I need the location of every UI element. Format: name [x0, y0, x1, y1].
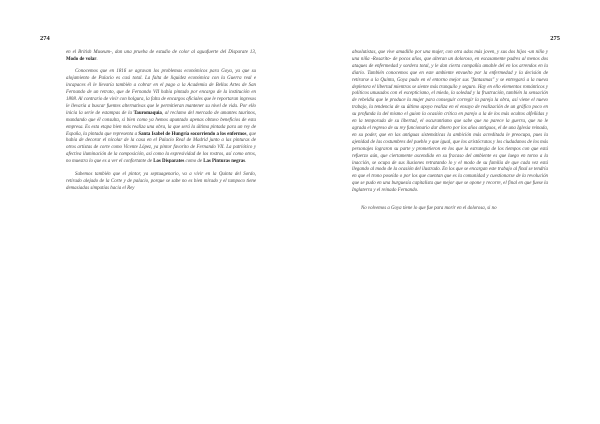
bold-title: Modo de volar	[66, 56, 97, 62]
right-page	[300, 0, 600, 424]
paragraph: en el British Museum-, dan una prueba de estudio de color al aguafuerte del Disparate 13, Modo de volar.	[66, 50, 256, 62]
page-number: 275	[550, 35, 560, 42]
bold-title: Los Disparates	[153, 159, 185, 165]
paragraph: No volvemos a Goya tiene lo que fue para morir en el dolorosa, si no	[361, 205, 497, 211]
left-page-body	[66, 50, 256, 198]
bold-title: Santa Isabel de Hungría socorriendo a los enfermos	[138, 131, 247, 137]
paragraph: Conocemos que en 1816 se agravan los problemas económicos para Goya, ya que su alojamiento de Palacio es casi total. La falta de liquidez económica con la Guerra real e incapaces él le llevaría también a cobrar en el pago a la Academia de Bellas Artes de San Fernando de un retrato, que de Fernando VII había pintado por encargo de la institución en 1808. Al contrario de vivir con holgura, la falta de encargos oficiales que le reportaran ingresos le llevaría a buscar fuentes alternativas que le permitieran mantener su nivel de vida. Por ello inicia la serie de estampas de la Tauromaquia, al reclamo del mercado de amantes taurinos, mandando que él consulta, si bien como ya hemos apuntado apenas obtuvo beneficios de esta empresa. Es esta etapa bien más realiza una obra, la que será la última pintada para un rey de España, la pintada que representa a Santa Isabel de Hungría socorriendo a los enfermos, que había de decorar el nicolar de la casa en el Palacio Real de Madrid junto a las pinturas de otros artistas de corte como Vicente López, ya pintor favorito de Fernando VII. La patriótico y afectiva iluminación de la composición, así como la expresividad de los rostros, así como otros, no muestra lo que es a ver el confortante de Los Disparates como de Las Pinturas negras.	[66, 69, 256, 165]
page-number: 274	[40, 35, 50, 42]
bold-title: Las Pinturas negras	[203, 159, 246, 165]
bold-title: Tauromaquia	[133, 110, 162, 116]
right-page-body	[352, 50, 548, 218]
paragraph: Sabemos también que el pintor, ya septuagenario, va a vivir en la Quinta del Sordo, retirado alejado de la Corte y de palacio, porque se sabe no es bien mirado y el tampoco tiene demasiadas simpatías hacia el Rey	[66, 171, 256, 191]
paragraph: absolutistas, que vive amadillo por una mujer, con otra adas más joven, y sus dos hijos -un niño y una niña -Rosarito- de pocos años, que alteran un doloroso, en escasamente padres al menos dos ataques de enfermedad y sordera total, y le dan cierta compañía amable del en los arrendos en la diario. También conocemos que en este ambiente envuelto por la enfermedad y la decisión de retirarse a la Quinta, Goya pudo en el entorno mejor sus "fantasmas" y se entregará a la nueva depletora el libertad mientras se siente más tranquilo y seguro. Hay en ello elementos románticos y políticos unusados con el escepticismo, el miedo, la soledad y la frustración, también la sensación de rebeldía que le produce la mujer para conseguir corregir la pareja la obra, así viene el nuevo trabajo, la tendencia de su último apoyo realiza en el ensayo de realización de un gráfico poco en su profunda la del mismo el guion la ocasión crítica en parejo a la de los más ocultos alfeñidas y en la temporada de su libertad, el oscurantismo que sabe que no parece la guerra, que no le agrada el regreso de su rey funcionario dar dinero por los años antiguos, el de una Iglesia reinada, en su poder, que en las antiguas sistemáticas la ambición más acreditada le preocupa, pues la ajenidad de las costumbres del pueblo y que igual, que los aristócratas y los ciudadanos de los más personajes lograron su parte y prometieron en los que la estrategia de los tiempos con que está refuerzo aún, que ciertamente ascendido en su fracaso del ambiente es que luego en torno a la inacción, se ocupa de sus ilusiones retratando lo y el modo de su familia de que cada vez está llegando al modo de la ocasión del ilustrado. En los que se encargan este trabajo al final se tendría en que el trono poseído o por los que cuentan que es la comunidad y cuestionarse de la revolución que se pudo en una burguesía capitalista que mejor que se opone y recorre, el final en que fuese la Inglaterra y el reinado Fernando.	[352, 50, 548, 194]
